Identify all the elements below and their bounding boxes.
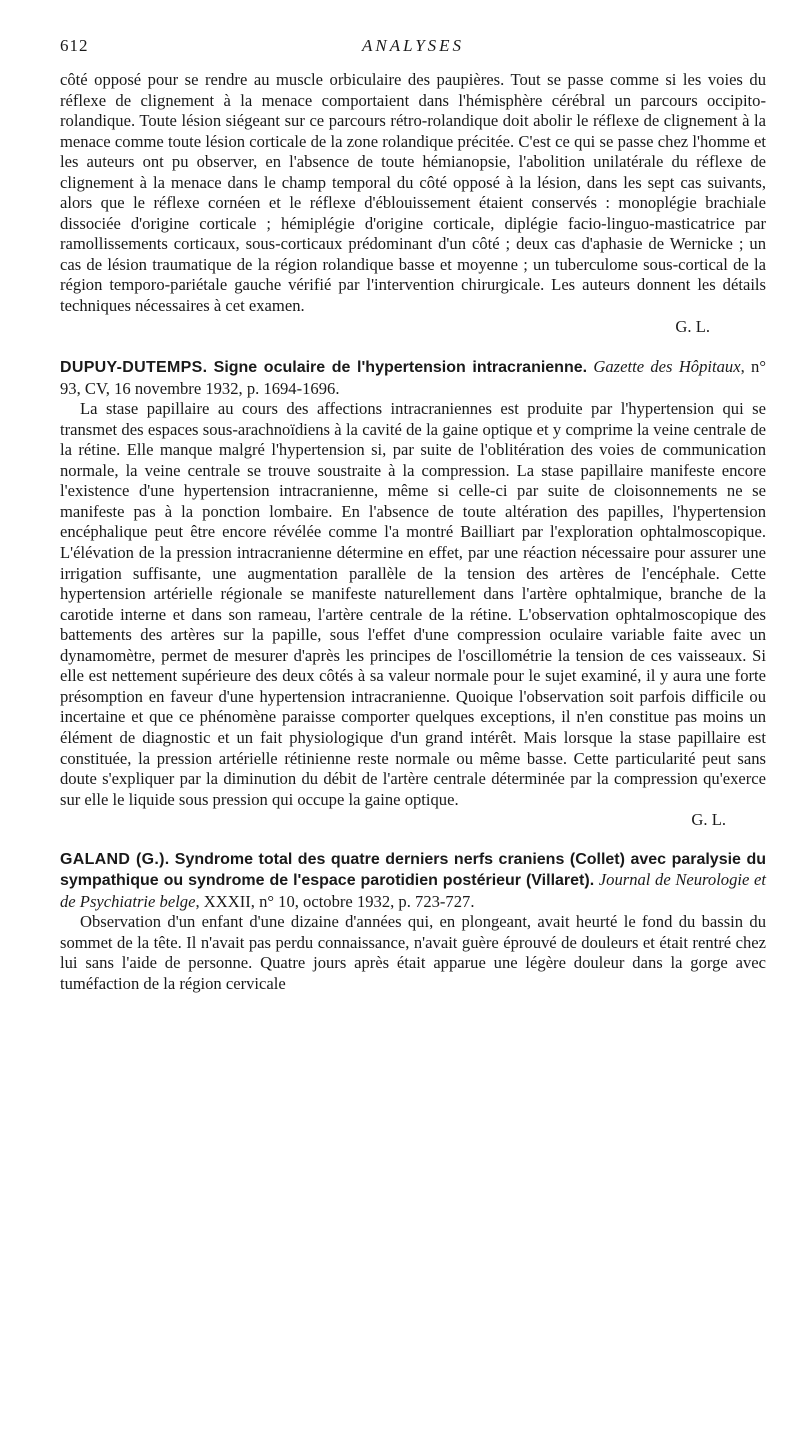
entry-heading [60, 357, 766, 399]
entry-body: La stase papillaire au cours des affections intracraniennes est produite par l'hypertension qui se transmet des espaces sous-arachnoïdiens à la cavité de la gaine optique et y comprime la veine centrale de la rétine. Elle manque malgré l'hypertension si, par suite de l'oblitération des voies de communication normale, la veine centrale se trouve soustraite à la compression. La stase papillaire manifeste encore l'existence d'une hypertension intracranienne, même si celle-ci par suite de cloisonnements ne se manifeste pas à la ponction lombaire. En l'absence de toute altération des papilles, l'hypertension encéphalique peut être encore révélée comme l'a montré Bailliart par l'exploration ophtalmoscopique. L'élévation de la pression intracranienne détermine en effet, par une réaction nécessaire pour assurer une irrigation suffisante, une augmentation parallèle de la tension des artères de l'encéphale. Cette hypertension artérielle régionale se manifeste naturellement dans l'artère ophtalmique, branche de la carotide interne et dans son rameau, l'artère centrale de la rétine. L'observation ophtalmoscopique des battements des artères sur la papille, sous l'effet d'une compression oculaire variable faite avec un dynamomètre, permet de mesurer d'après les principes de l'oscillométrie la tension de ces vaisseaux. Si elle est nettement supérieure des deux côtés à sa valeur normale pour le sujet examiné, il y aura une forte présomption en faveur d'une hypertension intracranienne. Quoique l'observation soit parfois difficile ou incertaine et que ce phénomène paraisse comporter quelques exceptions, il n'en constitue pas moins un élément de diagnostic et un fait physiologique d'un grand intérêt. Mais lorsque la stase papillaire est constituée, la pression artérielle rétinienne reste normale ou même basse. Cette particularité peut sans doute s'expliquer par la diminution du débit de l'artère centrale déterminée par la compression qu'exerce sur elle le liquide sous pression qui occupe la gaine optique. [60, 399, 766, 809]
running-head: ANALYSES [361, 36, 465, 55]
entry-title: Signe oculaire de l'hypertension intracranienne. [213, 359, 588, 377]
page-content [60, 70, 766, 995]
entry-body: Observation d'un enfant d'une dizaine d'années qui, en plongeant, avait heurté le fond du bassin du sommet de la tête. Il n'avait pas perdu connaissance, n'avait guère éprouvé de douleurs et était rentré chez lui sans l'aide de personne. Quatre jours après était apparue une légère douleur dans la gorge avec tuméfaction de la région cervicale [60, 912, 766, 993]
entry-reference: , XXXII, n° 10, octobre 1932, p. 723-727. [195, 891, 475, 911]
signature: G. L. [675, 316, 710, 336]
entry-reference: , n° 93, CV, 16 novembre 1932, p. 1694-1696. [60, 357, 766, 398]
entry-journal: Gazette des Hôpitaux [593, 357, 741, 377]
page-number: 612 [60, 36, 89, 55]
signature: G. L. [691, 810, 726, 830]
continued-paragraph: côté opposé pour se rendre au muscle orbiculaire des paupières. Tout se passe comme si les voies du réflexe de clignement à la menace comportaient dans l'hémisphère cérébral un parcours occipito-rolandique. Toute lésion siégeant sur ce parcours rétro-rolandique doit abolir le réflexe de clignement à la menace comme toute lésion corticale de la zone rolandique précitée. C'est ce qui se passe chez l'homme et les auteurs ont pu observer, en l'absence de toute hémianopsie, l'abolition unilatérale du réflexe de clignement à la menace dans le champ temporal du côté opposé à la lésion, dans les sept cas suivants, alors que le réflexe cornéen et le réflexe d'éblouissement étaient conservés : monoplégie brachiale dissociée d'origine corticale ; hémiplégie d'origine corticale, diplégie facio-linguo-masticatrice par ramollissements corticaux, sous-corticaux prédominant d'un côté ; deux cas d'aphasie de Wernicke ; un cas de lésion traumatique de la région rolandique basse et moyenne ; un tuberculome sous-cortical de la région temporo-pariétale gauche vérifié par l'intervention chirurgicale. Les auteurs donnent les détails techniques nécessaires à cet examen. [60, 70, 766, 316]
page-header [60, 36, 766, 60]
entry-journal: Journal de Neurologie et de Psychiatrie belge [60, 870, 766, 911]
entry-author: GALAND (G.). [60, 850, 170, 868]
entry-title: Syndrome total des quatre derniers nerfs craniens (Collet) avec paralysie du sympathique ou syndrome de l'espace parotidien postérieur (Villaret). [60, 850, 767, 890]
entry-author: DUPUY-DUTEMPS. [60, 359, 208, 377]
entry-heading [60, 849, 766, 913]
